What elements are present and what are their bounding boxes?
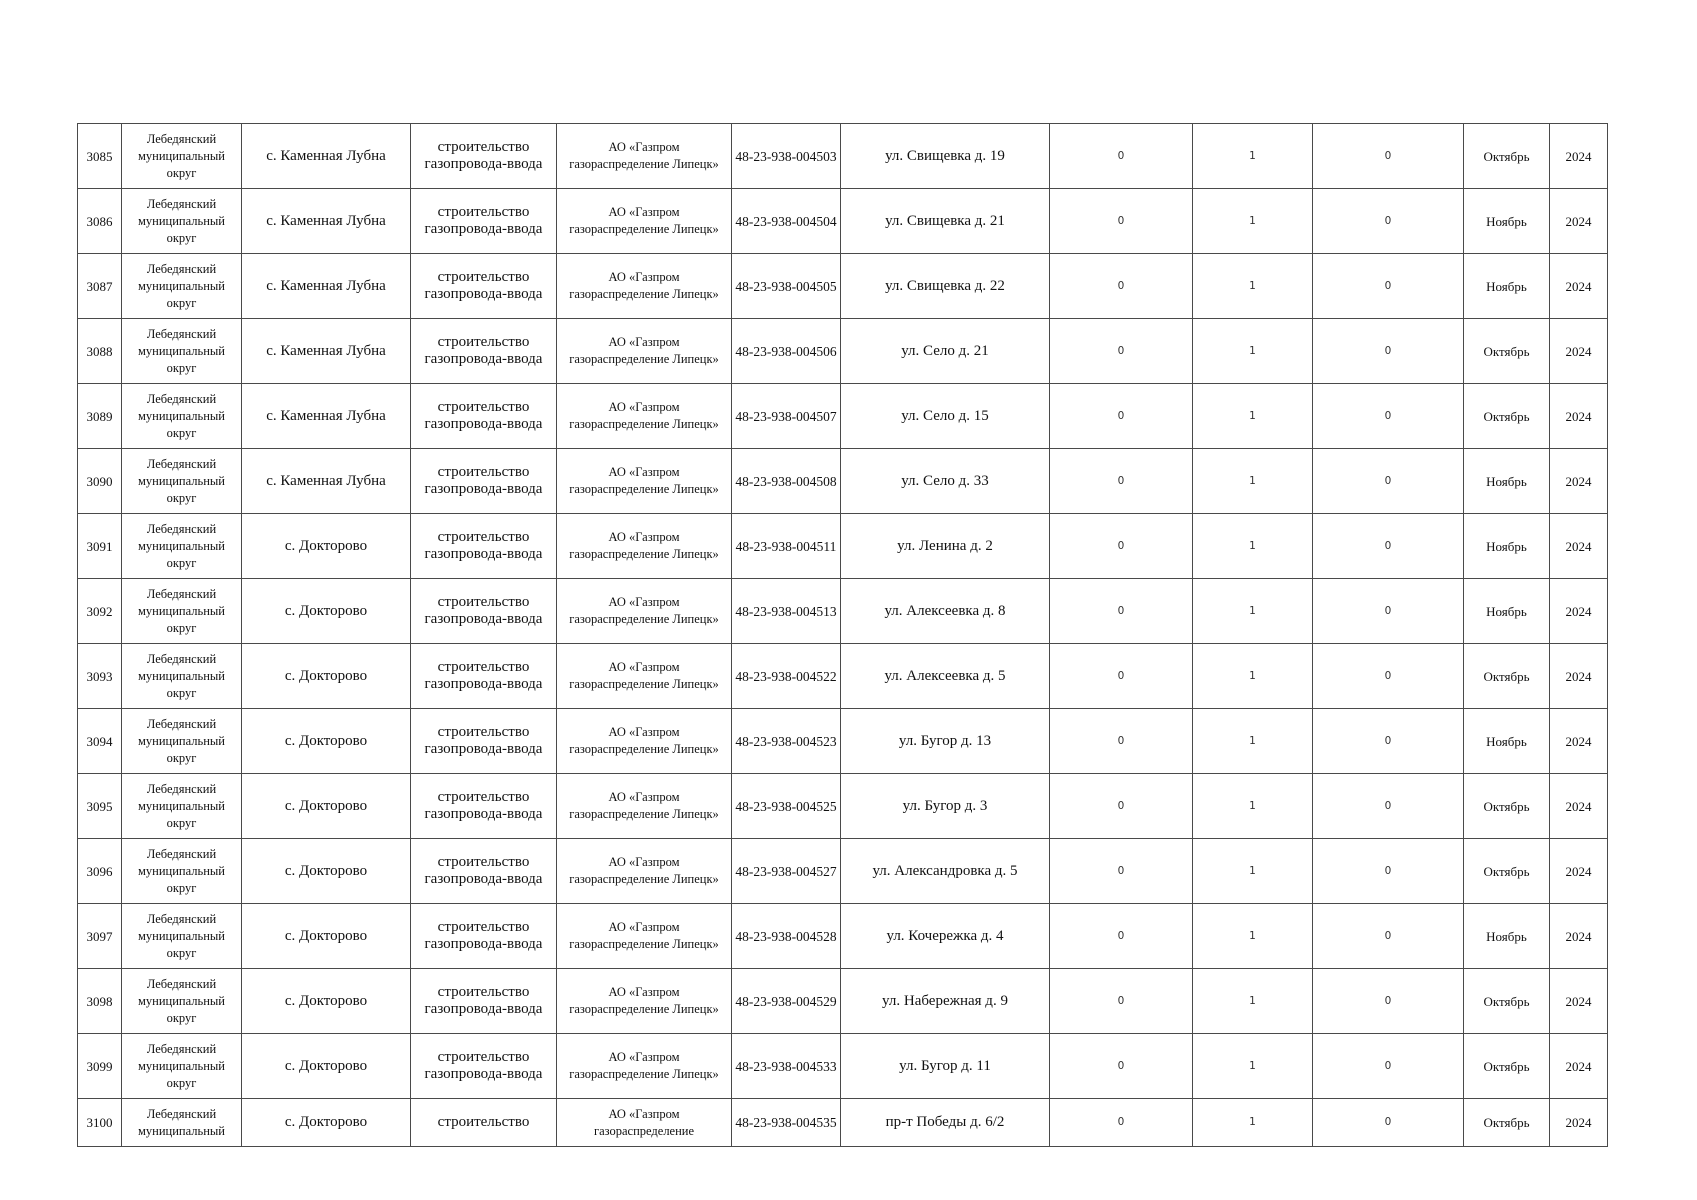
table-row [78, 579, 1608, 644]
work-type-cell: строительство газопровода-ввода [411, 1034, 557, 1099]
object-code-cell: 48-23-938-004511 [732, 514, 841, 579]
district-cell: Лебедянский муниципальный округ [122, 774, 242, 839]
value-2-cell: 1 [1193, 839, 1313, 904]
month-cell: Ноябрь [1464, 449, 1550, 514]
address-cell: ул. Свищевка д. 21 [841, 189, 1050, 254]
table-row [78, 189, 1608, 254]
address-cell: пр-т Победы д. 6/2 [841, 1099, 1050, 1147]
district-cell: Лебедянский муниципальный округ [122, 1034, 242, 1099]
value-3-cell: 0 [1313, 1034, 1464, 1099]
organization-cell: АО «Газпром газораспределение Липецк» [557, 579, 732, 644]
value-3-cell: 0 [1313, 644, 1464, 709]
row-number-cell: 3094 [78, 709, 122, 774]
row-number-cell: 3089 [78, 384, 122, 449]
table-row [78, 709, 1608, 774]
year-cell: 2024 [1550, 969, 1608, 1034]
value-3-cell: 0 [1313, 839, 1464, 904]
object-code-cell: 48-23-938-004506 [732, 319, 841, 384]
organization-cell: АО «Газпром газораспределение Липецк» [557, 514, 732, 579]
address-cell: ул. Бугор д. 13 [841, 709, 1050, 774]
value-1-cell: 0 [1050, 839, 1193, 904]
district-cell: Лебедянский муниципальный округ [122, 579, 242, 644]
value-1-cell: 0 [1050, 319, 1193, 384]
work-type-cell: строительство газопровода-ввода [411, 449, 557, 514]
settlement-cell: с. Докторово [242, 969, 411, 1034]
value-2-cell: 1 [1193, 189, 1313, 254]
object-code-cell: 48-23-938-004529 [732, 969, 841, 1034]
month-cell: Ноябрь [1464, 904, 1550, 969]
value-2-cell: 1 [1193, 774, 1313, 839]
object-code-cell: 48-23-938-004504 [732, 189, 841, 254]
year-cell: 2024 [1550, 1099, 1608, 1147]
value-1-cell: 0 [1050, 514, 1193, 579]
value-1-cell: 0 [1050, 449, 1193, 514]
work-type-cell: строительство газопровода-ввода [411, 514, 557, 579]
object-code-cell: 48-23-938-004508 [732, 449, 841, 514]
month-cell: Октябрь [1464, 319, 1550, 384]
row-number-cell: 3088 [78, 319, 122, 384]
value-3-cell: 0 [1313, 774, 1464, 839]
month-cell: Октябрь [1464, 969, 1550, 1034]
work-type-cell: строительство газопровода-ввода [411, 319, 557, 384]
value-1-cell: 0 [1050, 384, 1193, 449]
row-number-cell: 3087 [78, 254, 122, 319]
work-type-cell: строительство газопровода-ввода [411, 254, 557, 319]
district-cell: Лебедянский муниципальный округ [122, 189, 242, 254]
organization-cell: АО «Газпром газораспределение Липецк» [557, 449, 732, 514]
settlement-cell: с. Докторово [242, 709, 411, 774]
settlement-cell: с. Докторово [242, 774, 411, 839]
organization-cell: АО «Газпром газораспределение Липецк» [557, 124, 732, 189]
settlement-cell: с. Каменная Лубна [242, 124, 411, 189]
district-cell: Лебедянский муниципальный округ [122, 709, 242, 774]
settlement-cell: с. Каменная Лубна [242, 189, 411, 254]
object-code-cell: 48-23-938-004522 [732, 644, 841, 709]
object-code-cell: 48-23-938-004503 [732, 124, 841, 189]
value-1-cell: 0 [1050, 1034, 1193, 1099]
district-cell: Лебедянский муниципальный округ [122, 839, 242, 904]
value-3-cell: 0 [1313, 1099, 1464, 1147]
object-code-cell: 48-23-938-004513 [732, 579, 841, 644]
object-code-cell: 48-23-938-004527 [732, 839, 841, 904]
row-number-cell: 3097 [78, 904, 122, 969]
value-1-cell: 0 [1050, 969, 1193, 1034]
month-cell: Ноябрь [1464, 579, 1550, 644]
year-cell: 2024 [1550, 1034, 1608, 1099]
settlement-cell: с. Докторово [242, 579, 411, 644]
value-2-cell: 1 [1193, 124, 1313, 189]
work-type-cell: строительство газопровода-ввода [411, 839, 557, 904]
address-cell: ул. Ленина д. 2 [841, 514, 1050, 579]
month-cell: Октябрь [1464, 839, 1550, 904]
value-3-cell: 0 [1313, 514, 1464, 579]
address-cell: ул. Александровка д. 5 [841, 839, 1050, 904]
row-number-cell: 3096 [78, 839, 122, 904]
table-row [78, 1034, 1608, 1099]
row-number-cell: 3099 [78, 1034, 122, 1099]
value-3-cell: 0 [1313, 254, 1464, 319]
row-number-cell: 3095 [78, 774, 122, 839]
value-3-cell: 0 [1313, 124, 1464, 189]
value-2-cell: 1 [1193, 709, 1313, 774]
year-cell: 2024 [1550, 839, 1608, 904]
value-2-cell: 1 [1193, 969, 1313, 1034]
row-number-cell: 3086 [78, 189, 122, 254]
table-row [78, 254, 1608, 319]
value-2-cell: 1 [1193, 254, 1313, 319]
month-cell: Ноябрь [1464, 189, 1550, 254]
settlement-cell: с. Докторово [242, 1099, 411, 1147]
month-cell: Октябрь [1464, 384, 1550, 449]
value-2-cell: 1 [1193, 904, 1313, 969]
district-cell: Лебедянский муниципальный округ [122, 514, 242, 579]
organization-cell: АО «Газпром газораспределение Липецк» [557, 969, 732, 1034]
row-number-cell: 3090 [78, 449, 122, 514]
address-cell: ул. Кочережка д. 4 [841, 904, 1050, 969]
address-cell: ул. Набережная д. 9 [841, 969, 1050, 1034]
object-code-cell: 48-23-938-004523 [732, 709, 841, 774]
organization-cell: АО «Газпром газораспределение Липецк» [557, 774, 732, 839]
year-cell: 2024 [1550, 384, 1608, 449]
table-row [78, 839, 1608, 904]
value-2-cell: 1 [1193, 644, 1313, 709]
address-cell: ул. Бугор д. 11 [841, 1034, 1050, 1099]
gas-connection-table [77, 123, 1608, 1147]
organization-cell: АО «Газпром газораспределение [557, 1099, 732, 1147]
organization-cell: АО «Газпром газораспределение Липецк» [557, 839, 732, 904]
value-3-cell: 0 [1313, 904, 1464, 969]
settlement-cell: с. Докторово [242, 644, 411, 709]
table-row [78, 1099, 1608, 1147]
value-2-cell: 1 [1193, 514, 1313, 579]
organization-cell: АО «Газпром газораспределение Липецк» [557, 319, 732, 384]
year-cell: 2024 [1550, 449, 1608, 514]
organization-cell: АО «Газпром газораспределение Липецк» [557, 254, 732, 319]
value-1-cell: 0 [1050, 904, 1193, 969]
month-cell: Октябрь [1464, 1099, 1550, 1147]
district-cell: Лебедянский муниципальный округ [122, 124, 242, 189]
work-type-cell: строительство газопровода-ввода [411, 774, 557, 839]
work-type-cell: строительство газопровода-ввода [411, 644, 557, 709]
settlement-cell: с. Каменная Лубна [242, 254, 411, 319]
district-cell: Лебедянский муниципальный округ [122, 319, 242, 384]
value-1-cell: 0 [1050, 774, 1193, 839]
district-cell: Лебедянский муниципальный округ [122, 449, 242, 514]
year-cell: 2024 [1550, 254, 1608, 319]
table-row [78, 904, 1608, 969]
organization-cell: АО «Газпром газораспределение Липецк» [557, 644, 732, 709]
district-cell: Лебедянский муниципальный округ [122, 384, 242, 449]
row-number-cell: 3092 [78, 579, 122, 644]
row-number-cell: 3098 [78, 969, 122, 1034]
object-code-cell: 48-23-938-004525 [732, 774, 841, 839]
address-cell: ул. Село д. 33 [841, 449, 1050, 514]
table-row [78, 319, 1608, 384]
address-cell: ул. Свищевка д. 19 [841, 124, 1050, 189]
organization-cell: АО «Газпром газораспределение Липецк» [557, 384, 732, 449]
year-cell: 2024 [1550, 904, 1608, 969]
district-cell: Лебедянский муниципальный округ [122, 904, 242, 969]
value-1-cell: 0 [1050, 1099, 1193, 1147]
year-cell: 2024 [1550, 709, 1608, 774]
district-cell: Лебедянский муниципальный [122, 1099, 242, 1147]
organization-cell: АО «Газпром газораспределение Липецк» [557, 709, 732, 774]
year-cell: 2024 [1550, 319, 1608, 384]
address-cell: ул. Село д. 15 [841, 384, 1050, 449]
value-1-cell: 0 [1050, 254, 1193, 319]
object-code-cell: 48-23-938-004533 [732, 1034, 841, 1099]
table-row [78, 384, 1608, 449]
work-type-cell: строительство [411, 1099, 557, 1147]
work-type-cell: строительство газопровода-ввода [411, 904, 557, 969]
work-type-cell: строительство газопровода-ввода [411, 124, 557, 189]
settlement-cell: с. Докторово [242, 1034, 411, 1099]
object-code-cell: 48-23-938-004535 [732, 1099, 841, 1147]
table-body [78, 124, 1608, 1147]
work-type-cell: строительство газопровода-ввода [411, 969, 557, 1034]
table-row [78, 514, 1608, 579]
table-row [78, 449, 1608, 514]
settlement-cell: с. Каменная Лубна [242, 449, 411, 514]
year-cell: 2024 [1550, 514, 1608, 579]
work-type-cell: строительство газопровода-ввода [411, 709, 557, 774]
row-number-cell: 3093 [78, 644, 122, 709]
value-3-cell: 0 [1313, 709, 1464, 774]
value-2-cell: 1 [1193, 1099, 1313, 1147]
settlement-cell: с. Каменная Лубна [242, 319, 411, 384]
month-cell: Октябрь [1464, 1034, 1550, 1099]
value-2-cell: 1 [1193, 579, 1313, 644]
object-code-cell: 48-23-938-004505 [732, 254, 841, 319]
value-3-cell: 0 [1313, 189, 1464, 254]
table-row [78, 774, 1608, 839]
value-3-cell: 0 [1313, 384, 1464, 449]
settlement-cell: с. Докторово [242, 839, 411, 904]
settlement-cell: с. Каменная Лубна [242, 384, 411, 449]
value-3-cell: 0 [1313, 319, 1464, 384]
year-cell: 2024 [1550, 124, 1608, 189]
district-cell: Лебедянский муниципальный округ [122, 254, 242, 319]
settlement-cell: с. Докторово [242, 514, 411, 579]
value-2-cell: 1 [1193, 384, 1313, 449]
value-1-cell: 0 [1050, 709, 1193, 774]
year-cell: 2024 [1550, 644, 1608, 709]
work-type-cell: строительство газопровода-ввода [411, 579, 557, 644]
year-cell: 2024 [1550, 774, 1608, 839]
value-3-cell: 0 [1313, 449, 1464, 514]
month-cell: Октябрь [1464, 644, 1550, 709]
year-cell: 2024 [1550, 579, 1608, 644]
address-cell: ул. Село д. 21 [841, 319, 1050, 384]
address-cell: ул. Свищевка д. 22 [841, 254, 1050, 319]
organization-cell: АО «Газпром газораспределение Липецк» [557, 904, 732, 969]
work-type-cell: строительство газопровода-ввода [411, 189, 557, 254]
month-cell: Ноябрь [1464, 254, 1550, 319]
year-cell: 2024 [1550, 189, 1608, 254]
table-row [78, 644, 1608, 709]
value-2-cell: 1 [1193, 319, 1313, 384]
value-1-cell: 0 [1050, 124, 1193, 189]
work-type-cell: строительство газопровода-ввода [411, 384, 557, 449]
month-cell: Октябрь [1464, 124, 1550, 189]
district-cell: Лебедянский муниципальный округ [122, 644, 242, 709]
month-cell: Ноябрь [1464, 709, 1550, 774]
table-row [78, 124, 1608, 189]
address-cell: ул. Бугор д. 3 [841, 774, 1050, 839]
district-cell: Лебедянский муниципальный округ [122, 969, 242, 1034]
month-cell: Ноябрь [1464, 514, 1550, 579]
organization-cell: АО «Газпром газораспределение Липецк» [557, 1034, 732, 1099]
row-number-cell: 3091 [78, 514, 122, 579]
month-cell: Октябрь [1464, 774, 1550, 839]
value-1-cell: 0 [1050, 189, 1193, 254]
object-code-cell: 48-23-938-004507 [732, 384, 841, 449]
value-3-cell: 0 [1313, 969, 1464, 1034]
settlement-cell: с. Докторово [242, 904, 411, 969]
value-3-cell: 0 [1313, 579, 1464, 644]
value-2-cell: 1 [1193, 449, 1313, 514]
object-code-cell: 48-23-938-004528 [732, 904, 841, 969]
organization-cell: АО «Газпром газораспределение Липецк» [557, 189, 732, 254]
row-number-cell: 3085 [78, 124, 122, 189]
address-cell: ул. Алексеевка д. 8 [841, 579, 1050, 644]
row-number-cell: 3100 [78, 1099, 122, 1147]
value-1-cell: 0 [1050, 644, 1193, 709]
value-1-cell: 0 [1050, 579, 1193, 644]
table-row [78, 969, 1608, 1034]
value-2-cell: 1 [1193, 1034, 1313, 1099]
address-cell: ул. Алексеевка д. 5 [841, 644, 1050, 709]
